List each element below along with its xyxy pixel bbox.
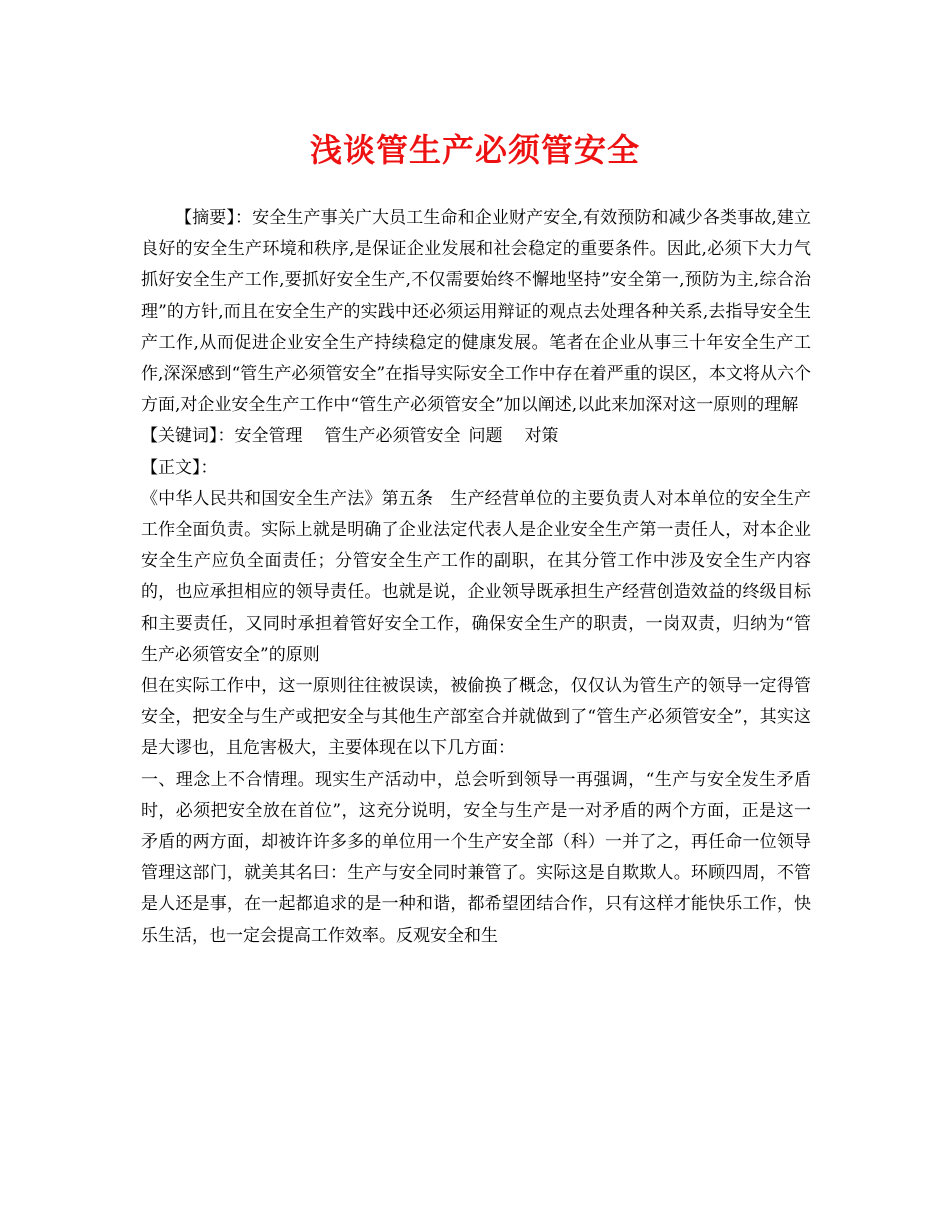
- keyword-item: 管生产必须管安全: [324, 426, 461, 447]
- document-title: 浅谈管生产必须管安全: [309, 131, 640, 169]
- keywords-label: 【关键词】：: [141, 426, 235, 447]
- keyword-item: 对策: [524, 426, 559, 447]
- abstract-label: 【摘要】：: [175, 208, 253, 228]
- keyword-item: 安全管理: [234, 426, 303, 447]
- body-paragraph: 一、理念上不合情理。现实生产活动中，总会听到领导一再强调，“生产与安全发生矛盾时，必须把安全放在首位”，这充分说明，安全与生产是一对矛盾的两个方面，正是这一矛盾的两方面，却被许许多多的单位用一个生产安全部（科）一并了之，再任命一位领导管理这部门，就美其名曰：生产与安全同时兼管了。实际这是自欺欺人。环顾四周，不管是人还是事，在一起都追求的是一种和谐，都希望团结合作，只有这样才能快乐工作，快乐生活，也一定会提高工作效率。反观安全和生: [141, 769, 811, 946]
- keyword-item: 问题: [468, 426, 503, 447]
- body-paragraph: 但在实际工作中，这一原则往往被误读，被偷换了概念，仅仅认为管生产的领导一定得管安全，把安全与生产或把安全与其他生产部室合并就做到了“管生产必须管安全”，其实这是大谬也，且危害极大，主要体现在以下几方面：: [141, 676, 811, 759]
- keywords-line: [141, 421, 811, 452]
- document-body: [141, 203, 811, 952]
- body-paragraph: 《中华人民共和国安全生产法》第五条 生产经营单位的主要负责人对本单位的安全生产工作全面负责。实际上就是明确了企业法定代表人是企业安全生产第一责任人，对本企业安全生产应负全面责任；分管安全生产工作的副职，在其分管工作中涉及安全生产内容的，也应承担相应的领导责任。也就是说，企业领导既承担生产经营创造效益的终级目标和主要责任，又同时承担着管好安全工作，确保安全生产的职责，一岗双责，归纳为“管生产必须管安全”的原则: [141, 488, 811, 665]
- abstract-paragraph: [141, 203, 811, 421]
- body-label: 【正文】：: [141, 457, 218, 478]
- abstract-text: 安全生产事关广大员工生命和企业财产安全,有效预防和减少各类事故,建立良好的安全生产环境和秩序,是保证企业发展和社会稳定的重要条件。因此,必须下大力气抓好安全生产工作,要抓好安全生产,不仅需要始终不懈地坚持”安全第一,预防为主,综合治理”的方针,而且在安全生产的实践中还必须运用辩证的观点去处理各种关系,去指导安全生产工作,从而促进企业安全生产持续稳定的健康发展。笔者在企业从事三十年安全生产工作,深深感到“管生产必须管安全”在指导实际安全工作中存在着严重的误区，本文将从六个方面,对企业安全生产工作中“管生产必须管安全”加以阐述,以此来加深对这一原则的理解: [141, 208, 812, 416]
